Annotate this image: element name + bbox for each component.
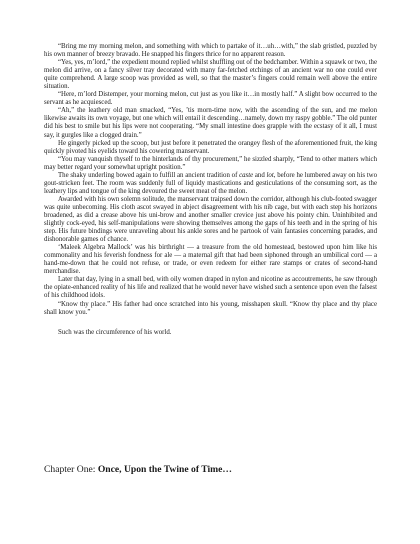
paragraph: Awarded with his own solemn solitude, the manservant traipsed down the corridor, although his club-footed swagger was quite unbecoming. His cloth ascot swayed in abject disagreement with his nib cage, but with each step his horizons broadened, as did a crease above his uni-brow and another smaller crevice just above his pointy chin. Uninhibited and slightly cock-eyed, his self-manipulations were showing themselves among the gaps of his teeth and in the spring of his step. His future bindings were unraveling about his ankle sores and he partook of vain fantasies concerning parades, and dishonorable games of chance.: [44, 195, 377, 244]
emphasis: caste: [239, 171, 254, 179]
chapter-prefix: Chapter One:: [44, 464, 98, 475]
paragraph: “Bring me my morning melon, and something with which to partake of it…uh…with,” the slab gristled, puzzled by his own manner of breezy bravado. He snapped his fingers thrice for no apparent reason.: [44, 43, 377, 59]
paragraph: “Ah,” the leathery old man smacked, “Yes, ’tis morn-time now, with the ascending of the sun, and me melon likewise awaits its own voyage, but one which will entail it descending…namely, down my raspy gobble.” The old punter did his best to smile but his lips were not cooperating. “My small intestine does grapple with the ecstasy of it all, I must say, it gurgles like a clogged drain.”: [44, 107, 377, 139]
paragraph: “Know thy place.” His father had once scratched into his young, misshapen skull. “Know thy place and thy place shall know you.”: [44, 300, 377, 316]
emphasis: lot: [266, 171, 274, 179]
paragraph: Later that day, lying in a small bed, with oily women draped in nylon and nicotine as accoutrements, he saw through the opiate-enhanced reality of his life and realized that he would never have wished such a sentence upon even the falsest of his childhood idols.: [44, 276, 377, 300]
paragraph: ‘Maleek Algebra Mallock’ was his birthright — a treasure from the old homestead, bestowed upon him like his commonality and his feverish fondness for ale — a maternal gift that had been siphoned through an umbilical cord — a hand-me-down that he could not refuse, or trade, or even redeem for either rare stamps or crates of second-hand merchandise.: [44, 244, 377, 276]
paragraph: He gingerly picked up the scoop, but just before it penetrated the orangey flesh of the aforementioned fruit, the king quickly pivoted his eyelids toward his cowering manservant.: [44, 139, 377, 155]
page-body: [44, 43, 377, 337]
chapter-title: Once, Upon the Twine of Time…: [97, 464, 232, 475]
paragraph: “You may vanquish thyself to the hinterlands of thy procurement,” he sizzled sharply, “Tend to other matters which may better regard your somewhat upright position.”: [44, 155, 377, 171]
closing-line: Such was the circumference of his world.: [58, 328, 172, 336]
chapter-heading: [44, 464, 232, 476]
paragraph: “Here, m’lord Distemper, your morning melon, cut just as you like it…in mostly half.” A slight bow occurred to the servant as he acquiesced.: [44, 91, 377, 107]
paragraph: The shaky underling bowed again to fulfill an ancient tradition of caste and lot, before he lumbered away on his two gout-stricken feet. The room was suddenly full of liquidy mastications and gesticulations of the consuming sort, as the leathery lips and tongue of the king devoured the sweet meat of the melon.: [44, 171, 377, 195]
paragraph: “Yes, yes, m’lord,” the expedient mound replied whilst shuffling out of the bedchamber. Within a squawk or two, the melon did arrive, on a fancy silver tray decorated with many far-fetched etchings of an ancient war no one could ever quite comprehend. A large scoop was provided as well, so that the master’s fingers could remain well above the entire situation.: [44, 59, 377, 91]
